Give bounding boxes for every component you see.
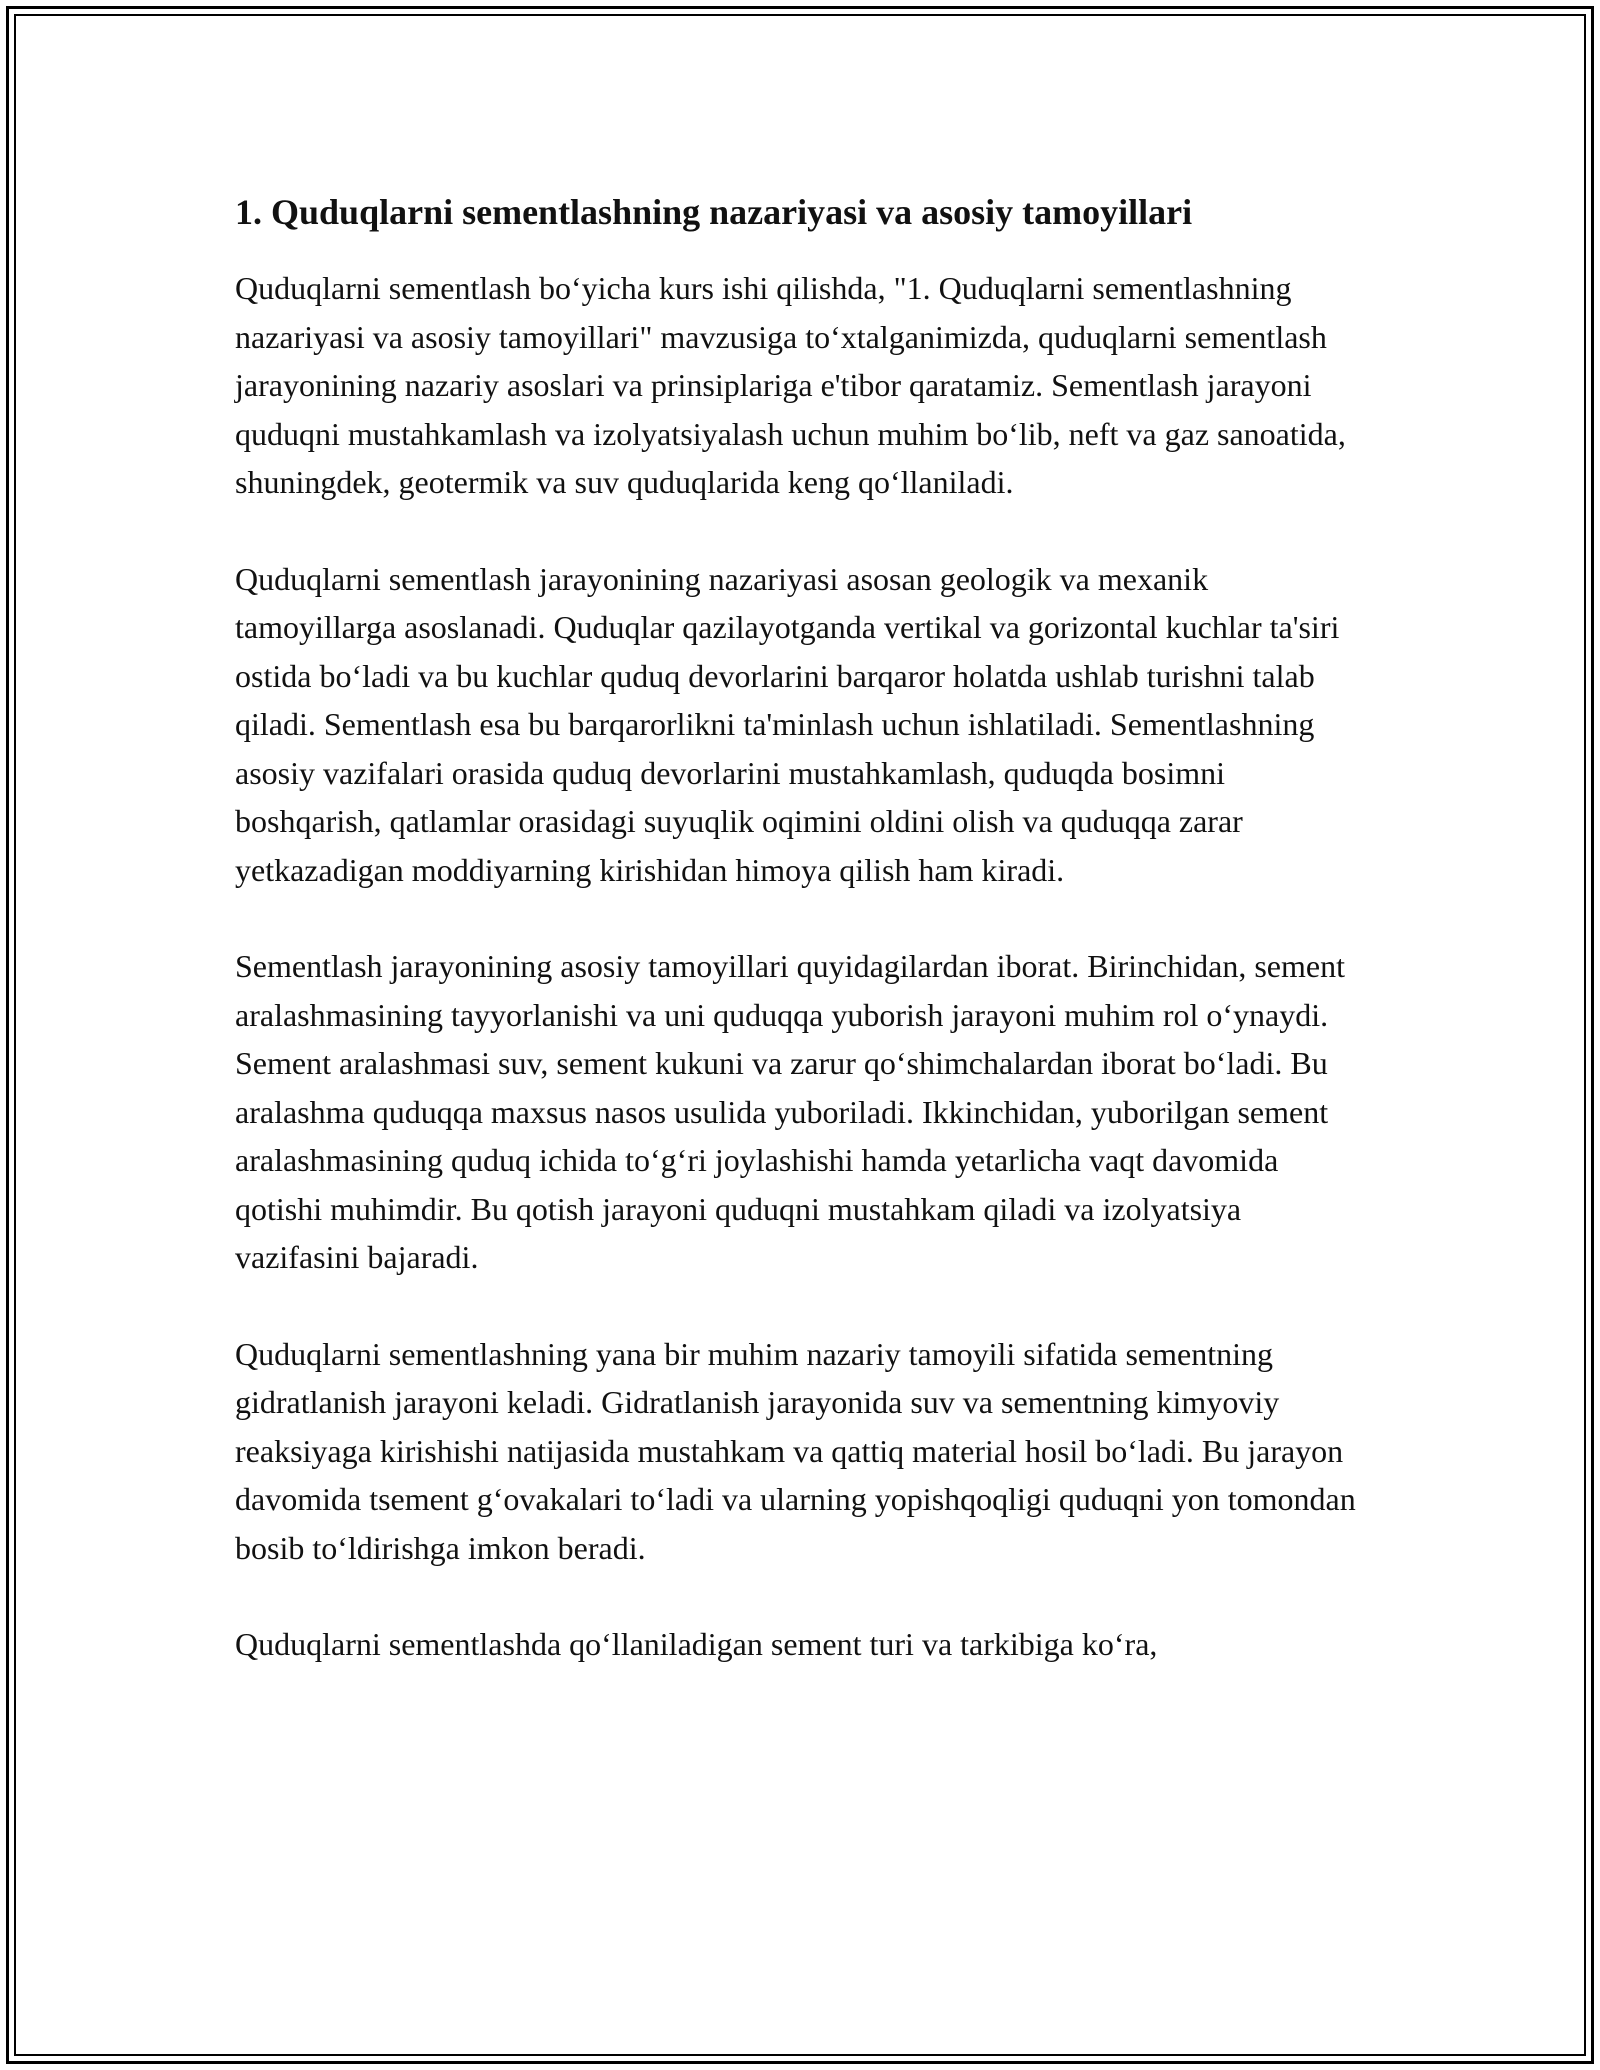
paragraph-1: Quduqlarni sementlash bo‘yicha kurs ishi qilishda, "1. Quduqlarni sementlashning nazariyasi va asosiy tamoyillari" mavzusiga to‘xtalganimizda, quduqlarni sementlash jarayonining nazariy asoslari va prinsiplariga e'tibor qaratamiz. Sementlash jarayoni quduqni mustahkamlash va izolyatsiyalash uchun muhim bo‘lib, neft va gaz sanoatida, shuningdek, geotermik va suv quduqlarida keng qo‘llaniladi. (235, 270, 1346, 500)
paragraph-3: Sementlash jarayonining asosiy tamoyillari quyidagilardan iborat. Birinchidan, sement aralashmasining tayyorlanishi va uni quduqqa yuborish jarayoni muhim rol o‘ynaydi. Sement aralashmasi suv, sement kukuni va zarur qo‘shimchalardan iborat bo‘ladi. Bu aralashma quduqqa maxsus nasos usulida yuboriladi. Ikkinchidan, yuborilgan sement aralashmasining quduq ichida to‘g‘ri joylashishi hamda yetarlicha vaqt davomida qotishi muhimdir. Bu qotish jarayoni quduqni mustahkam qiladi va izolyatsiya vazifasini bajaradi. (235, 948, 1345, 1275)
paragraph-2: Quduqlarni sementlash jarayonining nazariyasi asosan geologik va mexanik tamoyillarga asoslanadi. Quduqlar qazilayotganda vertikal va gorizontal kuchlar ta'siri ostida bo‘ladi va bu kuchlar quduq devorlarini barqaror holatda ushlab turishni talab qiladi. Sementlash esa bu barqarorlikni ta'minlash uchun ishlatiladi. Sementlashning asosiy vazifalari orasida quduq devorlarini mustahkamlash, quduqda bosimni boshqarish, qatlamlar orasidagi suyuqlik oqimini oldini olish va quduqqa zarar yetkazadigan moddiyarning kirishidan himoya qilish ham kiradi. (235, 560, 1340, 888)
paragraph-4: Quduqlarni sementlashning yana bir muhim nazariy tamoyili sifatida sementning gidratlanish jarayoni keladi. Gidratlanish jarayonida suv va sementning kimyoviy reaksiyaga kirishishi natijasida mustahkam va qattiq material hosil bo‘ladi. Bu jarayon davomida tsement g‘ovakalari to‘ladi va ularning yopishqoqligi quduqni yon tomondan bosib to‘ldirishga imkon beradi. (235, 1335, 1356, 1566)
section-heading: 1. Quduqlarni sementlashning nazariyasi va asosiy tamoyillari (235, 192, 1193, 232)
paragraph-5: Quduqlarni sementlashda qo‘llaniladigan sement turi va tarkibiga ko‘ra, (235, 1626, 1158, 1662)
document-body (235, 188, 1365, 1717)
